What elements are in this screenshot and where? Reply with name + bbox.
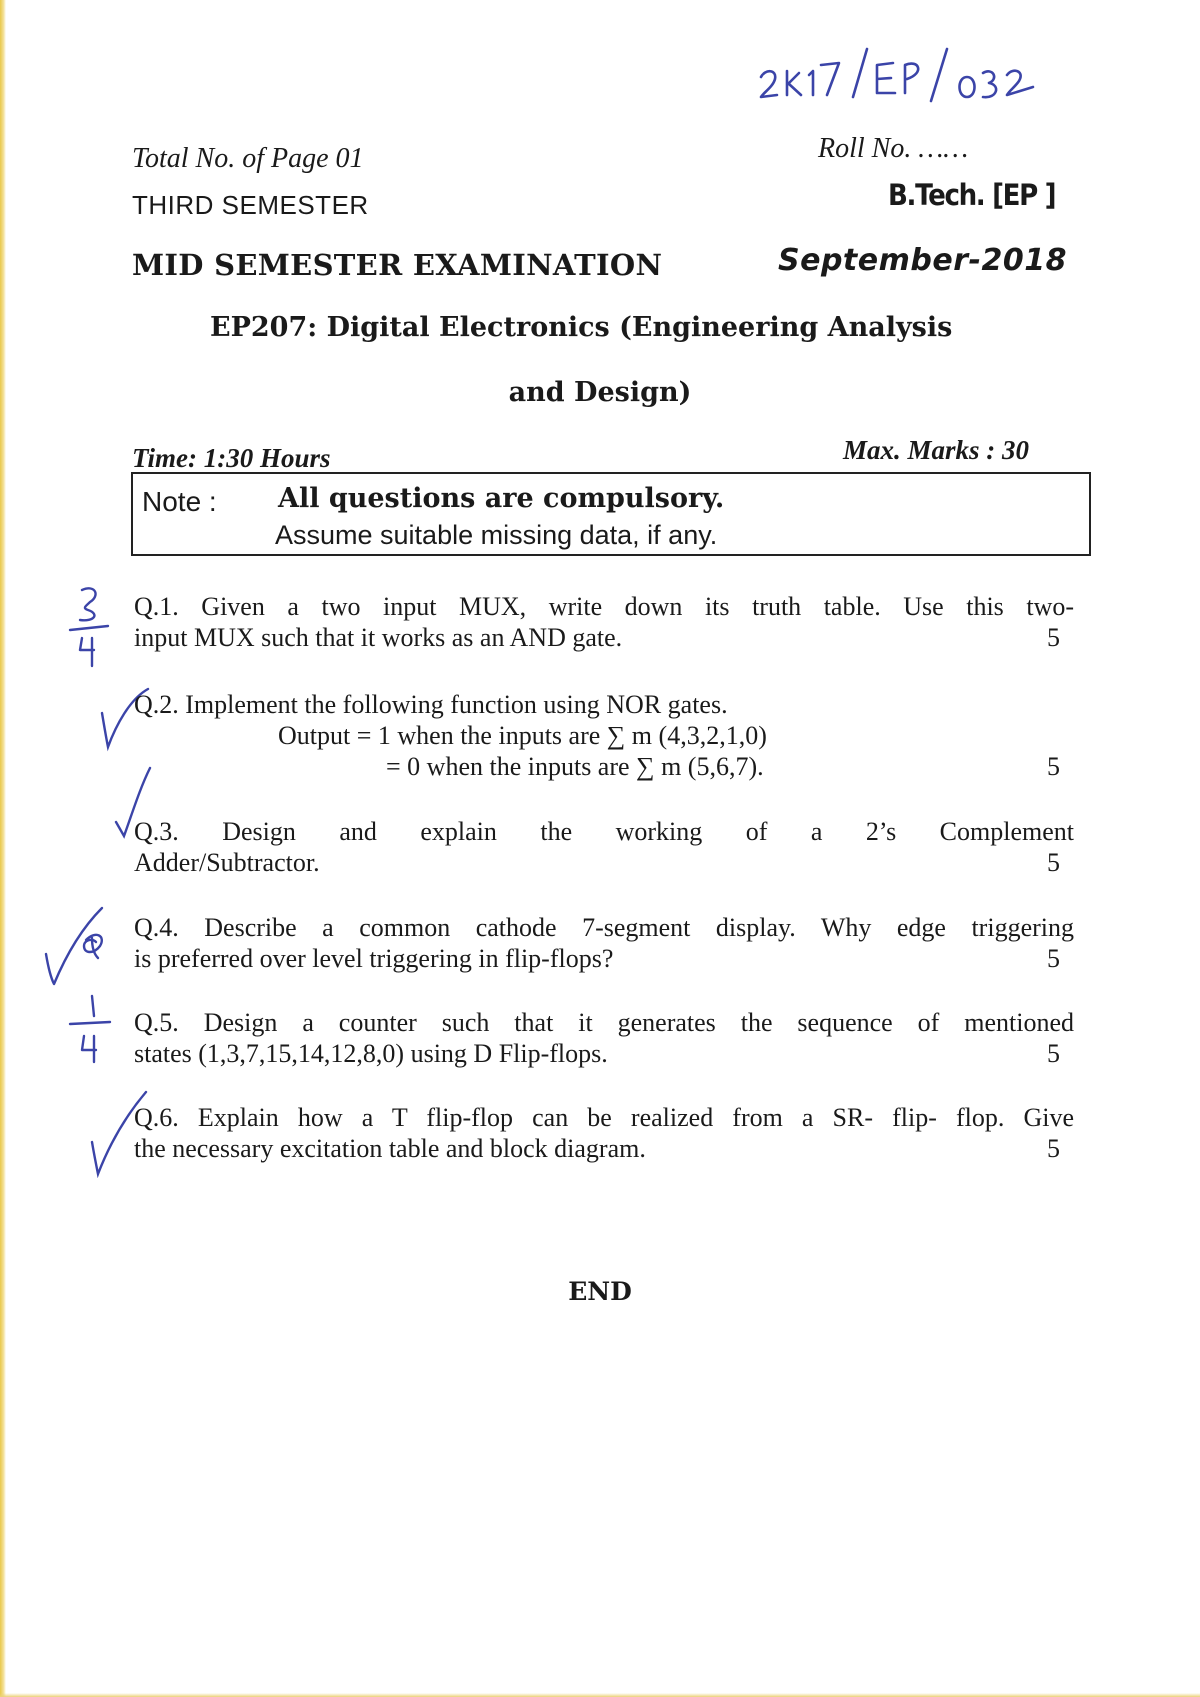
exam-date: September-2018 — [778, 243, 1067, 278]
total-pages-label: Total No. of Page 01 — [132, 143, 364, 174]
programme-label: B.Tech. [EP ] — [888, 178, 1056, 212]
semester-label: THIRD SEMESTER — [132, 190, 369, 220]
note-line2: Assume suitable missing data, if any. — [275, 520, 718, 550]
question-5 — [134, 1007, 1074, 1069]
question-1 — [134, 591, 1074, 653]
handwritten-mark-q4 — [40, 900, 120, 990]
paper-edge-bottom — [0, 1693, 1200, 1697]
paper-edge-left — [0, 0, 6, 1697]
question-5-line2: states (1,3,7,15,14,12,8,0) using D Flip-flops. — [134, 1039, 608, 1068]
note-line1: All questions are compulsory. — [278, 483, 725, 514]
question-2-line3: = 0 when the inputs are ∑ m (5,6,7). — [386, 752, 764, 781]
question-6 — [134, 1102, 1074, 1164]
course-title-line1: EP207: Digital Electronics (Engineering Analysis — [210, 312, 953, 343]
question-5-marks: 5 — [1047, 1039, 1060, 1068]
handwritten-roll-number — [755, 35, 1055, 105]
handwritten-score-q5 — [60, 990, 120, 1070]
question-2-line2: Output = 1 when the inputs are ∑ m (4,3,2,1,0) — [278, 721, 767, 750]
question-6-line1: Q.6. Explain how a T flip-flop can be realized from a SR- flip- flop. Give — [134, 1103, 1074, 1132]
question-6-marks: 5 — [1047, 1134, 1060, 1163]
end-marker: END — [568, 1277, 632, 1306]
question-3-line1: Q.3. Design and explain the working of a 2’s Complement — [134, 817, 1074, 846]
question-1-marks: 5 — [1047, 623, 1060, 652]
question-5-line1: Q.5. Design a counter such that it generates the sequence of mentioned — [134, 1008, 1074, 1037]
note-label: Note : — [142, 486, 217, 517]
roll-no-label: Roll No. …… — [818, 133, 969, 164]
exam-duration: Time: 1:30 Hours — [132, 443, 331, 473]
question-3 — [134, 816, 1074, 878]
question-4 — [134, 912, 1074, 974]
handwritten-score-q1 — [60, 580, 120, 680]
question-4-line1: Q.4. Describe a common cathode 7-segment display. Why edge triggering — [134, 913, 1074, 942]
question-4-line2: is preferred over level triggering in flip-flops? — [134, 944, 614, 973]
question-3-line2: Adder/Subtractor. — [134, 848, 320, 877]
question-4-marks: 5 — [1047, 944, 1060, 973]
question-3-marks: 5 — [1047, 848, 1060, 877]
max-marks: Max. Marks : 30 — [843, 435, 1030, 465]
course-title-line2: and Design) — [508, 377, 692, 408]
question-2 — [134, 689, 1074, 782]
question-2-marks: 5 — [1047, 752, 1060, 781]
question-2-line1: Q.2. Implement the following function using NOR gates. — [134, 690, 728, 719]
question-1-line1: Q.1. Given a two input MUX, write down its truth table. Use this two- — [134, 592, 1074, 621]
exam-title: MID SEMESTER EXAMINATION — [132, 248, 663, 282]
question-6-line2: the necessary excitation table and block diagram. — [134, 1134, 646, 1163]
question-1-line2: input MUX such that it works as an AND gate. — [134, 623, 623, 652]
